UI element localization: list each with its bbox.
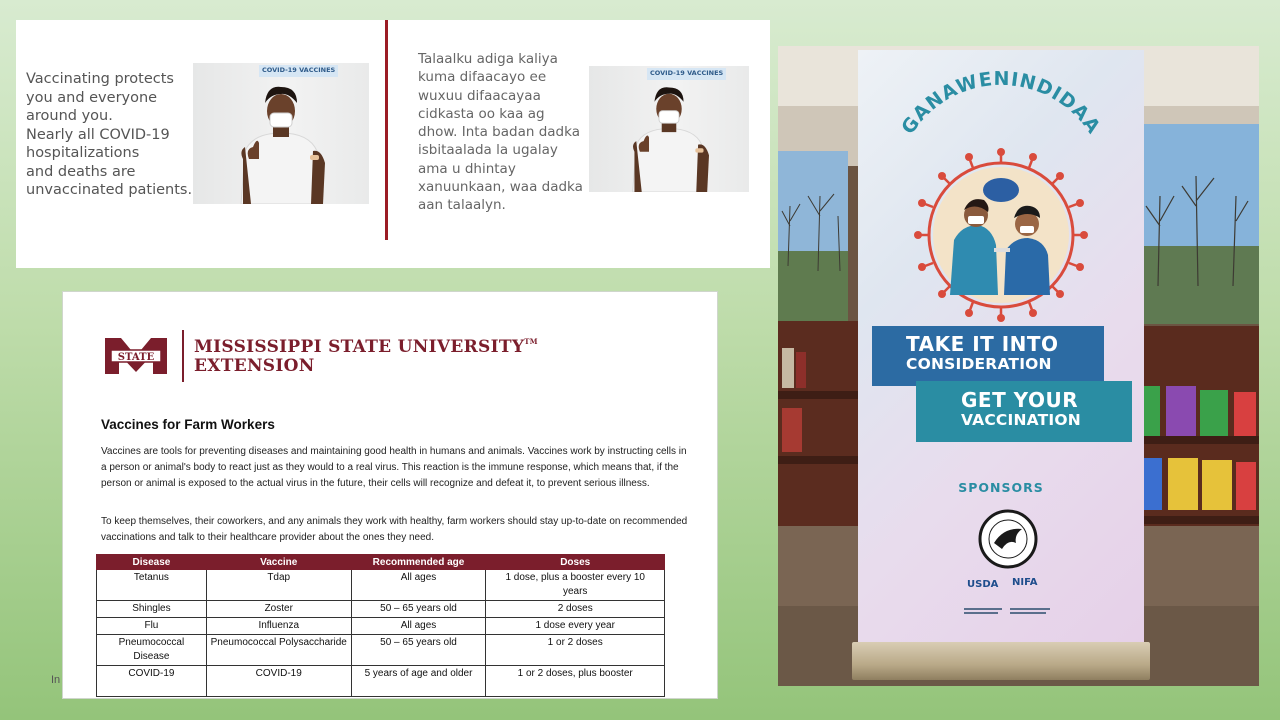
vaccine-table — [96, 554, 665, 697]
table-cell: Pneumococcal Disease — [97, 635, 207, 666]
msu-logo-icon — [101, 334, 171, 378]
table-cell: 1 or 2 doses — [486, 635, 665, 666]
table-cell: All ages — [351, 570, 486, 601]
table-row — [97, 570, 665, 601]
take-it-into-consideration-band — [872, 326, 1104, 386]
table-cell: Pneumococcal Polysaccharide — [206, 635, 351, 666]
header-doses: Doses — [486, 555, 665, 570]
band1-line2: CONSIDERATION — [906, 355, 1052, 373]
college-seal-icon — [976, 509, 1040, 569]
table-cell: 5 years of age and older — [351, 666, 486, 697]
vaccination-info-card — [16, 20, 770, 268]
table-cell: Tdap — [206, 570, 351, 601]
table-cell: 1 dose every year — [486, 618, 665, 635]
table-cell: Flu — [97, 618, 207, 635]
sponsors-label: SPONSORS — [958, 480, 1044, 495]
table-cell: Shingles — [97, 601, 207, 618]
document-heading: Vaccines for Farm Workers — [101, 417, 275, 432]
table-cell: All ages — [351, 618, 486, 635]
vaccination-banner — [858, 50, 1144, 654]
table-row — [97, 635, 665, 666]
covid-vaccines-sign-2: COVID-19 VACCINES — [647, 68, 726, 80]
sponsor-fine-print-icon — [964, 606, 1054, 616]
table-row — [97, 601, 665, 618]
table-cell: Tetanus — [97, 570, 207, 601]
logo-divider — [182, 330, 184, 382]
banner-arc-title: GANAWENINDIDAA — [897, 67, 1105, 139]
table-cell: Influenza — [206, 618, 351, 635]
table-row — [97, 666, 665, 697]
table-cell: 50 – 65 years old — [351, 601, 486, 618]
banner-photo — [778, 46, 1259, 686]
table-row — [97, 618, 665, 635]
get-your-vaccination-band — [916, 381, 1132, 442]
usda-logo: USDA — [967, 579, 999, 590]
header-disease: Disease — [97, 555, 207, 570]
english-message: Vaccinating protects you and everyone around you. Nearly all COVID-19 hospitalizations and deaths are unvaccinated patients. — [26, 71, 193, 198]
table-cell: Zoster — [206, 601, 351, 618]
band1-line1: TAKE IT INTO — [906, 332, 1059, 356]
table-cell: 1 or 2 doses, plus booster — [486, 666, 665, 697]
table-cell: 2 doses — [486, 601, 665, 618]
header-vaccine: Vaccine — [206, 555, 351, 570]
banner-stand-base — [852, 642, 1150, 680]
msu-extension-document — [62, 291, 718, 699]
band2-line2: VACCINATION — [961, 411, 1081, 429]
somali-message: Talaalku adiga kaliya kuma difaacayo ee wuxuu difaacayaa cidkasta oo kaa ag dhow. Inta badan dadka isbitaalada la ugalay ama u dhintay xanuunkaan, waa dadka aan talaalyn. — [418, 51, 583, 214]
band2-line1: GET YOUR — [961, 388, 1079, 412]
section-divider — [385, 20, 388, 240]
person-figure — [193, 63, 369, 204]
table-cell: 1 dose, plus a booster every 10 years — [486, 570, 665, 601]
banner-emblem — [858, 50, 1144, 330]
logo-text: STATE — [117, 352, 155, 363]
person-figure-2 — [589, 66, 749, 192]
table-cell: COVID-19 — [206, 666, 351, 697]
table-cell: COVID-19 — [97, 666, 207, 697]
org-name-line1: MISSISSIPPI STATE UNIVERSITY™ — [194, 337, 538, 357]
trademark-mark: TM — [524, 337, 538, 346]
vaccinated-person-photo — [193, 63, 369, 204]
document-paragraph-1: Vaccines are tools for preventing diseases and maintaining good health in humans and animals. Vaccines work by instructing cells in a person or animal's body to react just as they would to a real virus. This reaction is the immune response, which means that, if the person or animal is exposed to the actual virus in the future, their cells will recognize and defeat it, to prevent serious illness. — [101, 446, 687, 489]
cutoff-caption: In — [51, 674, 61, 686]
college-logo-icon — [983, 178, 1019, 202]
nifa-logo: NIFA — [1012, 577, 1038, 588]
document-paragraph-2: To keep themselves, their coworkers, and any animals they work with healthy, farm workers should stay up-to-date on recommended vaccinations and talk to their healthcare provider about the ones they need. — [101, 516, 688, 543]
table-cell: 50 – 65 years old — [351, 635, 486, 666]
header-recommended-age: Recommended age — [351, 555, 486, 570]
vaccinated-person-photo-2 — [589, 66, 749, 192]
table-header-row — [97, 555, 665, 570]
org-name-line2: EXTENSION — [194, 356, 315, 376]
covid-vaccines-sign: COVID-19 VACCINES — [259, 65, 338, 77]
